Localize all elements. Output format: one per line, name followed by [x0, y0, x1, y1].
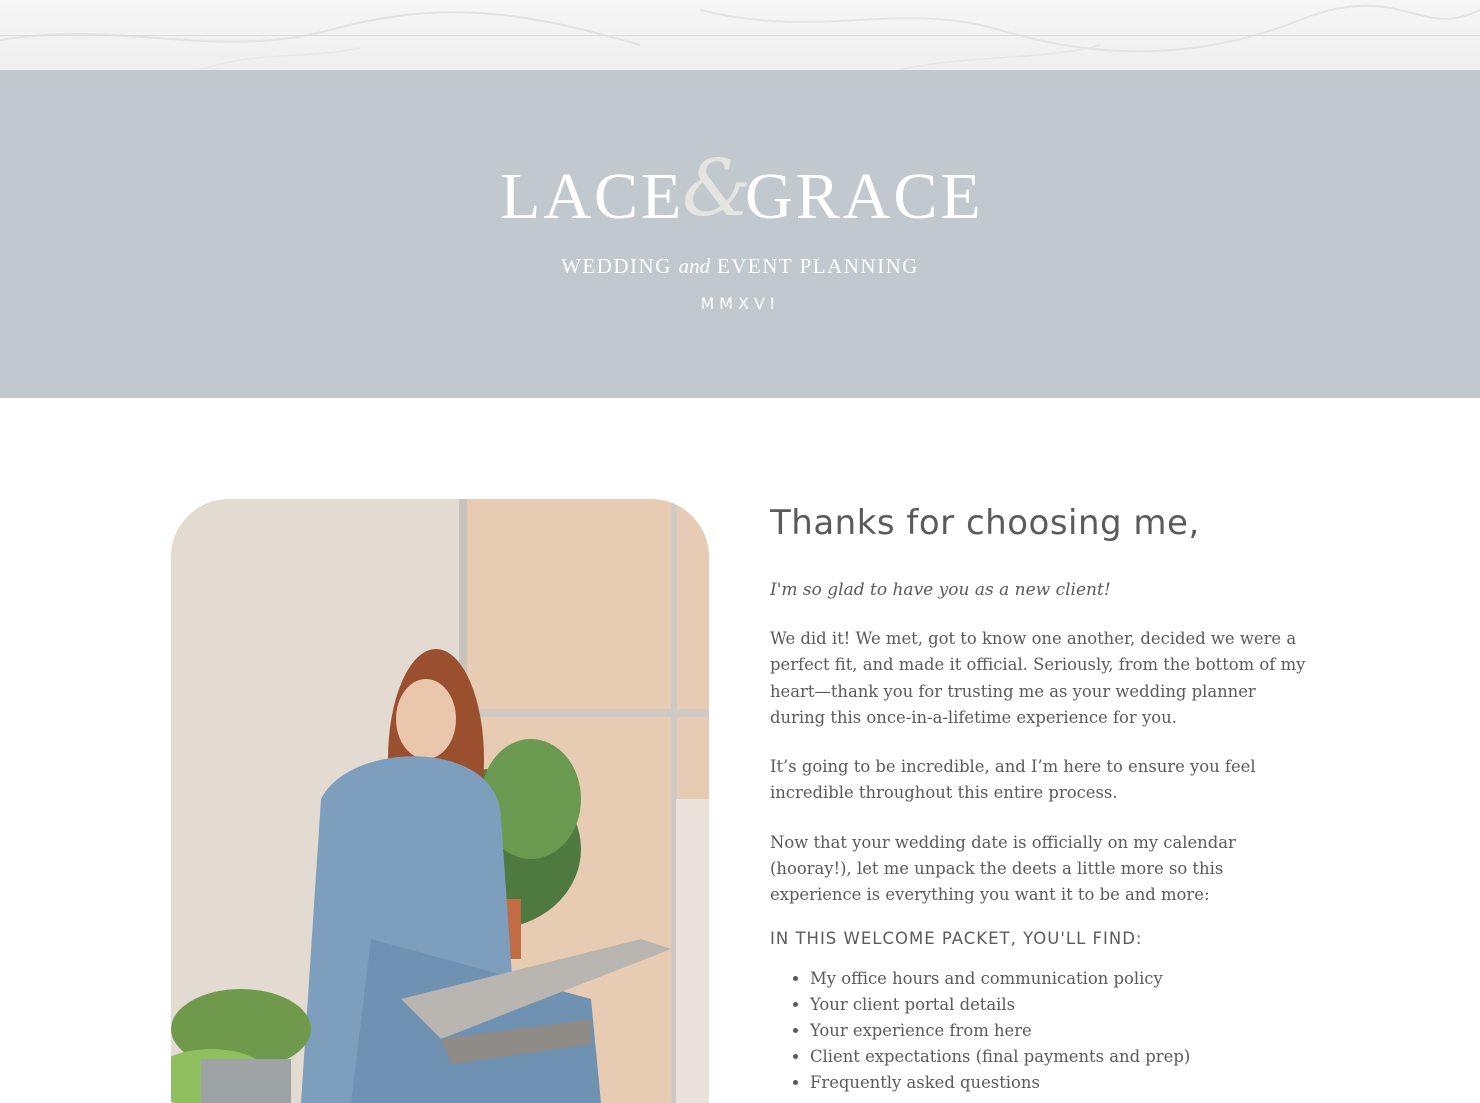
tagline-and: and: [678, 254, 711, 278]
hero-banner: [0, 70, 1480, 398]
list-item: • My office hours and communication policy: [810, 966, 1315, 992]
logo-word-lace: LACE: [500, 160, 685, 233]
welcome-content: [770, 500, 1315, 1096]
intro-text: I'm so glad to have you as a new client!: [770, 580, 1111, 600]
paragraph: It’s going to be incredible, and I’m here to ensure you feel incredible throughout this entire process.: [770, 757, 1256, 803]
paragraph: Now that your wedding date is officially on my calendar (hooray!), let me unpack the deets a little more so this experience is everything you want it to be and more:: [770, 832, 1236, 905]
logo-word-grace: GRACE: [745, 160, 984, 233]
tagline-start: WEDDING: [561, 254, 672, 278]
marble-header-strip: [0, 0, 1480, 70]
brand-logo: [490, 144, 990, 240]
list-item: • Frequently asked questions: [810, 1070, 1315, 1096]
list-item: • Your experience from here: [810, 1018, 1315, 1044]
planner-photo: [171, 499, 709, 1103]
list-heading: IN THIS WELCOME PACKET, YOU'LL FIND:: [770, 928, 1143, 948]
paragraph: We did it! We met, got to know one another, decided we were a perfect fit, and made it official. Seriously, from the bottom of my heart—thank you for trusting me as your wedding planner during this once-in-a-lifetime experience for you.: [770, 629, 1306, 727]
list-item: • Client expectations (final payments and prep): [810, 1044, 1315, 1070]
header-divider: [0, 35, 1480, 36]
tagline-end: EVENT PLANNING: [716, 254, 919, 278]
packet-contents-list: [770, 966, 1315, 1096]
list-item: • Your client portal details: [810, 992, 1315, 1018]
page-title: Thanks for choosing me,: [770, 503, 1200, 543]
logo-ampersand: &: [682, 144, 752, 234]
brand-year: MMXVI: [700, 294, 780, 313]
brand-tagline: [0, 254, 1480, 279]
